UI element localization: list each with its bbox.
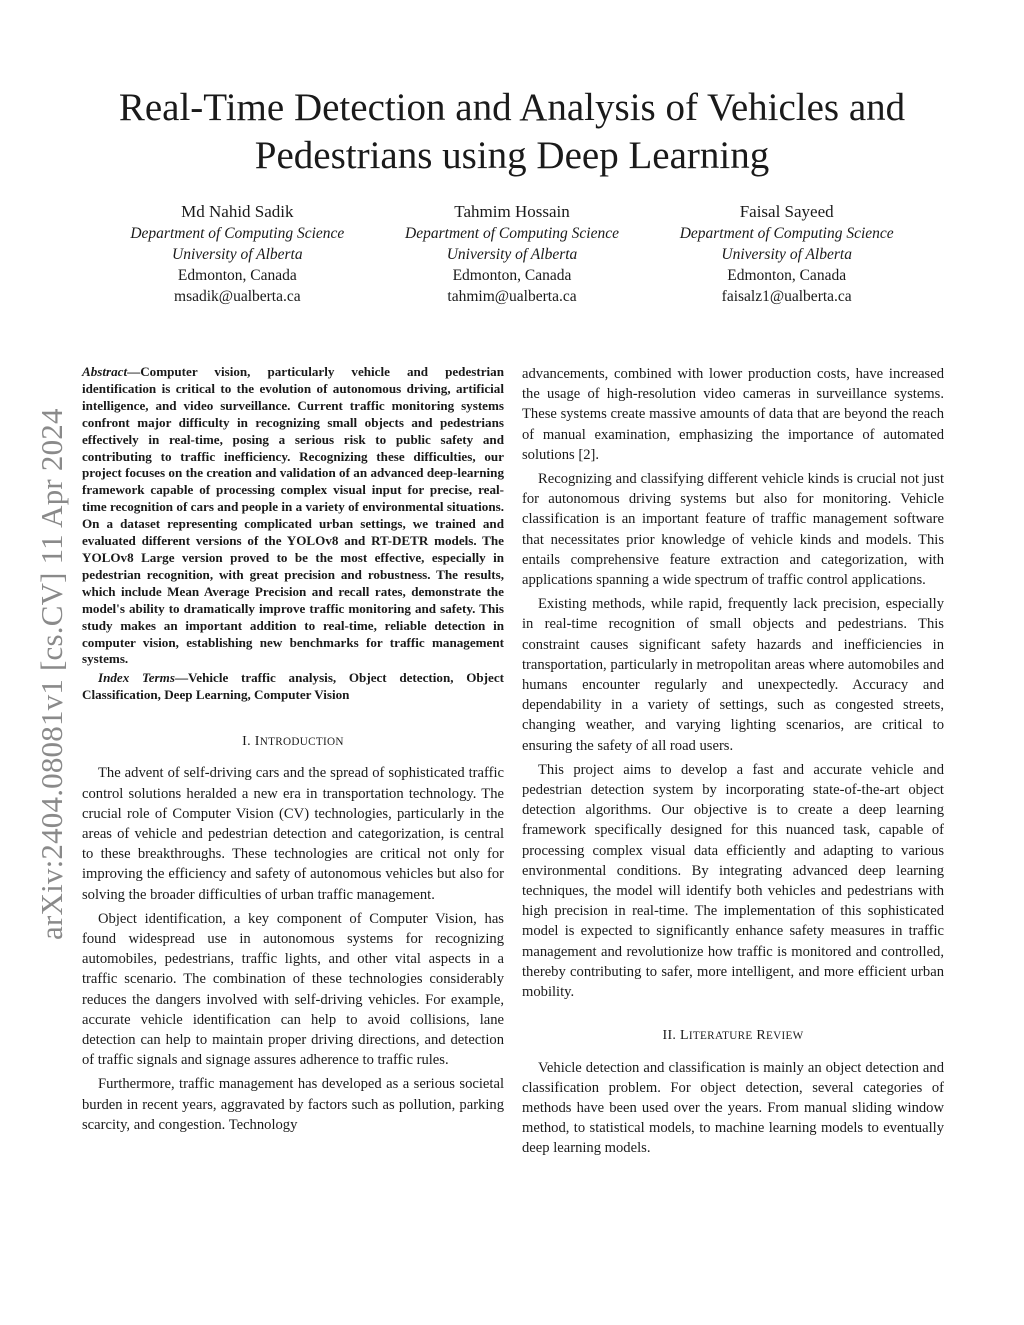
left-column bbox=[82, 364, 504, 1139]
author-location: Edmonton, Canada bbox=[727, 267, 847, 284]
body-paragraph: This project aims to develop a fast and accurate vehicle and pedestrian detection system by incorporating state-of-the-art object detection algorithms. Our objective is to create a deep learning framework specifically designed for this nuanced task, capable of processing complex visual data efficiently and adapting to various environmental conditions. By integrating advanced deep learning techniques, the model will identify both vehicles and pedestrians with high precision in real-time. The implementation of this sophisticated model is expected to significantly enhance safety measures in traffic management and revolutionize how traffic is monitored and controlled, thereby contributing to safer, more intelligent, and more efficient urban mobility. bbox=[522, 761, 944, 1001]
body-paragraph: Furthermore, traffic management has developed as a serious societal burden in recent years, aggravated by factors such as pollution, parking scarcity, and congestion. Technology bbox=[82, 1076, 504, 1133]
author-1 bbox=[100, 201, 375, 307]
body-paragraph-continued: advancements, combined with lower production costs, have increased the usage of high-resolution video cameras in surveillance systems. These systems create massive amounts of data that are beyond the reach of manual examination, emphasizing the importance of automated solutions [2]. bbox=[522, 366, 944, 463]
abstract-label: Abstract bbox=[82, 364, 128, 379]
author-name: Faisal Sayeed bbox=[739, 202, 834, 221]
author-2 bbox=[375, 201, 650, 307]
section-title-rest: ITERATURE bbox=[688, 1030, 753, 1043]
abstract bbox=[82, 364, 504, 668]
author-university: University of Alberta bbox=[721, 246, 852, 263]
author-department: Department of Computing Science bbox=[679, 225, 894, 242]
body-paragraph: The advent of self-driving cars and the spread of sophisticated traffic control solutions heralded a new era in transportation technology. The crucial role of Computer Vision (CV) technologies, particularly in the areas of vehicle and pedestrian detection and categorization, is central to these breakthroughs. These technologies are critical not only for improving the efficiency and safety of autonomous vehicles but also for solving the broader difficulties of urban traffic management. bbox=[82, 765, 504, 903]
abstract-text: —Computer vision, particularly vehicle and pedestrian identification is critical to the evolution of autonomous driving, artificial intelligence, and video surveillance. Current traffic monitoring systems confront major difficulty in recognizing small objects and pedestrians effectively in real-time, posing a serious risk to public safety and contributing to traffic inefficiency. Recognizing these difficulties, our project focuses on the creation and validation of an advanced deep-learning framework capable of processing complex visual input for precise, real-time recognition of cars and people in a variety of environmental situations. On a dataset representing complicated urban settings, we trained and evaluated different versions of the YOLOv8 and RT-DETR models. The YOLOv8 Large version proved to be the most effective, especially in pedestrian recognition, with great precision and robustness. The results, which include Mean Average Precision and recall rates, demonstrate the model's ability to dramatically improve traffic monitoring and safety. This study makes an important addition to real-time, reliable detection in computer vision, establishing new benchmarks for traffic management systems. bbox=[82, 364, 504, 667]
section-numeral: I. bbox=[242, 734, 251, 750]
arxiv-identifier-stamp: arXiv:2404.08081v1 [cs.CV] 11 Apr 2024 bbox=[34, 408, 69, 940]
body-paragraph: Object identification, a key component of Computer Vision, has found widespread use in autonomous systems for recognizing automobiles, pedestrians, traffic lights, and other vital aspects in a traffic scenario. The combination of these technologies considerably reduces the dangers involved with self-driving vehicles. For example, accurate vehicle identification can help to avoid collisions, lane detection can help to maintain proper driving directions, and detection of traffic signals and signage assures adherence to traffic rules. bbox=[82, 910, 504, 1069]
right-column bbox=[522, 364, 944, 1163]
author-email: faisalz1@ualberta.ca bbox=[721, 288, 852, 305]
section-title-first-letter: L bbox=[680, 1028, 689, 1044]
section-heading-introduction bbox=[82, 732, 504, 752]
author-department: Department of Computing Science bbox=[405, 225, 619, 242]
author-name: Md Nahid Sadik bbox=[181, 202, 294, 221]
body-paragraph: Existing methods, while rapid, frequently lack precision, especially in real-time recognition of small objects and pedestrians. This constraint causes significant safety hazards and inefficiencies in transportation, particularly in metropolitan areas where automobiles and humans encounter regularly and unexpectedly. Accuracy and dependability in a variety of settings, such as congested streets, changing weather, and varying lighting scenarios, are critical to ensuring the safety of all road users. bbox=[522, 596, 944, 754]
author-university: University of Alberta bbox=[172, 246, 303, 263]
section-title-rest: NTRODUCTION bbox=[259, 736, 344, 749]
author-block bbox=[100, 201, 924, 307]
section-title-rest: EVIEW bbox=[765, 1030, 804, 1043]
author-university: University of Alberta bbox=[446, 246, 578, 263]
author-location: Edmonton, Canada bbox=[452, 267, 572, 284]
index-terms bbox=[82, 670, 504, 704]
section-heading-literature-review bbox=[522, 1026, 944, 1046]
paper-title: Real-Time Detection and Analysis of Vehicles and Pedestrians using Deep Learning bbox=[118, 86, 906, 177]
author-3 bbox=[649, 201, 924, 307]
section-title-first-letter: R bbox=[756, 1028, 766, 1044]
body-paragraph: Recognizing and classifying different vehicle kinds is crucial not just for autonomous driving systems but also for monitoring. Vehicle classification is an important feature of traffic management software that necessitates prior knowledge of vehicle kinds and models. This entails comprehensive feature extraction and categorization, with applications spanning a wide spectrum of traffic control applications. bbox=[522, 471, 944, 589]
author-email: msadik@ualberta.ca bbox=[174, 288, 301, 305]
section-title-first-letter: I bbox=[254, 734, 260, 750]
author-location: Edmonton, Canada bbox=[177, 267, 297, 284]
body-paragraph: Vehicle detection and classification is mainly an object detection and classification problem. For object detection, several categories of methods have been used over the years. From manual sliding window method, to statistical models, to machine learning models to eventually deep learning models. bbox=[522, 1059, 944, 1157]
author-department: Department of Computing Science bbox=[130, 225, 345, 242]
index-terms-text: —Vehicle traffic analysis, Object detection, Object Classification, Deep Learning, Computer Vision bbox=[82, 670, 505, 703]
section-numeral: II. bbox=[662, 1028, 677, 1044]
index-terms-label: Index Terms bbox=[98, 670, 175, 686]
author-email: tahmim@ualberta.ca bbox=[447, 288, 577, 305]
author-name: Tahmim Hossain bbox=[454, 202, 570, 221]
